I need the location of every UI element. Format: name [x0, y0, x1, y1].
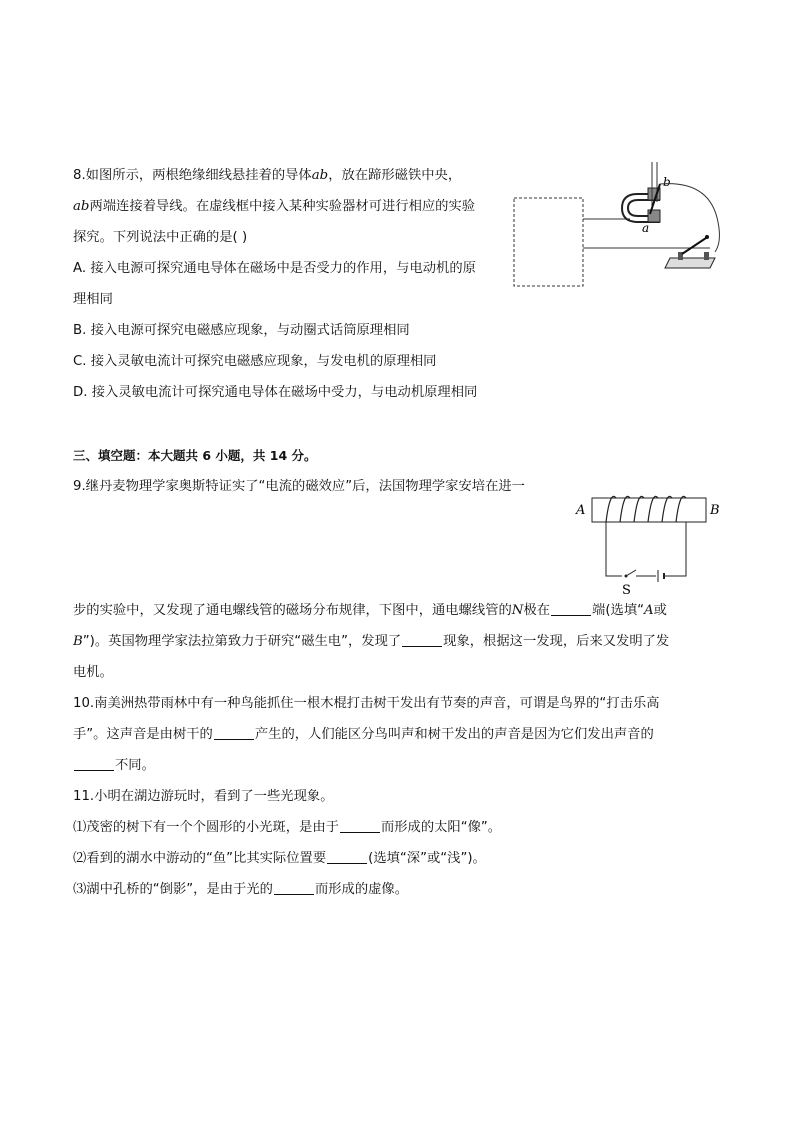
answer-blank[interactable]	[74, 756, 114, 771]
q9-text: 电机。	[73, 665, 113, 680]
q10-line-2	[73, 725, 654, 745]
answer-blank[interactable]	[551, 601, 591, 616]
q10-text: 不同。	[115, 758, 155, 773]
q9-line-1	[73, 477, 525, 497]
q11-text: 而形成的虚像。	[314, 882, 409, 897]
label-B: B	[710, 503, 720, 518]
label-b: b	[663, 175, 671, 189]
section-3-heading	[73, 446, 317, 466]
q9-text: ”)。英国物理学家法拉第致力于研究“磁生电”，发现了	[82, 634, 402, 649]
var-N: N	[511, 603, 524, 618]
q11-sub-1	[73, 818, 501, 838]
q8-option-a	[73, 259, 476, 279]
q8-option-c-text: C. 接入灵敏电流计可探究电磁感应现象，与发电机的原理相同	[73, 354, 437, 369]
q9-text: 步的实验中，又发现了通电螺线管的磁场分布规律，下图中，通电螺线管的	[73, 603, 512, 618]
q10-text: 手”。这声音是由树干的	[73, 727, 213, 742]
q8-text: 探究。下列说法中正确的是( )	[73, 230, 248, 245]
q9-line-4	[73, 663, 113, 683]
q8-line-2	[73, 197, 475, 217]
q8-option-a-text: A. 接入电源可探究通电导体在磁场中是否受力的作用，与电动机的原	[73, 261, 476, 276]
q8-option-d-text: D. 接入灵敏电流计可探究通电导体在磁场中受力，与电动机原理相同	[73, 385, 478, 400]
label-S: S	[622, 583, 631, 598]
q8-option-a-text: 理相同	[73, 292, 113, 307]
var-A: A	[644, 603, 654, 618]
var-ab: ab	[73, 199, 90, 214]
q8-option-c	[73, 352, 436, 372]
q8-text: 两端连接着导线。在虚线框中接入某种实验器材可进行相应的实验	[89, 199, 476, 214]
q10-text: 产生的，人们能区分鸟叫声和树干发出的声音是因为它们发出声音的	[254, 727, 654, 742]
switch-icon	[625, 570, 657, 578]
q11-text: ⑴茂密的树下有一个个圆形的小光斑，是由于	[73, 820, 339, 835]
q10-line-1	[73, 694, 660, 714]
answer-blank[interactable]	[402, 632, 442, 647]
answer-blank[interactable]	[340, 818, 380, 833]
battery-icon	[658, 570, 668, 582]
q8-line-1	[73, 166, 461, 186]
q11-sub-3	[73, 880, 408, 900]
label-A: A	[576, 503, 586, 518]
q11-text: ⑶湖中孔桥的“倒影”，是由于光的	[73, 882, 273, 897]
q8-line-3	[73, 228, 247, 248]
q11-sub-2	[73, 849, 486, 869]
q9-text: 9.继丹麦物理学家奥斯特证实了“电流的磁效应”后，法国物理学家安培在进一	[73, 479, 525, 494]
var-B: B	[73, 634, 83, 649]
q11-text: 11.小明在湖边游玩时，看到了一些光现象。	[73, 789, 334, 804]
q8-option-d	[73, 383, 477, 403]
q10-line-3	[73, 756, 155, 776]
section-text: 分。	[287, 448, 317, 463]
q9-text: 现象，根据这一发现，后来又发明了发	[443, 634, 670, 649]
q11-stem	[73, 787, 334, 807]
dashed-box	[514, 198, 583, 286]
answer-blank[interactable]	[274, 880, 314, 895]
q9-solenoid-figure	[574, 490, 724, 600]
answer-blank[interactable]	[214, 725, 254, 740]
q11-text: (选填“深”或“浅”)。	[368, 851, 486, 866]
answer-blank[interactable]	[327, 849, 367, 864]
section-text: 三、填空题：本大题共	[73, 448, 203, 463]
knife-switch-icon	[665, 235, 715, 268]
q8-option-b-text: B. 接入电源可探究电磁感应现象，与动圈式话筒原理相同	[73, 323, 410, 338]
var-ab: ab	[311, 168, 329, 183]
q8-figure	[510, 162, 725, 292]
q8-option-b	[73, 321, 410, 341]
q11-text: ⑵看到的湖水中游动的“鱼”比其实际位置要	[73, 851, 327, 866]
q9-line-3	[73, 632, 669, 652]
q10-text: 10.南美洲热带雨林中有一种鸟能抓住一根木棍打击树干发出有节奏的声音，可谓是鸟界的“打击乐高	[73, 696, 660, 711]
q9-text: 端(选填“	[592, 603, 644, 618]
q8-text: ，放在蹄形磁铁中央，	[328, 168, 462, 183]
horseshoe-magnet-icon	[622, 188, 660, 222]
q9-text: 或	[653, 603, 667, 618]
q8-text: 8.如图所示，两根绝缘细线悬挂着的导体	[73, 168, 312, 183]
q9-text: 极在	[523, 603, 551, 618]
section-score: 14	[269, 448, 288, 463]
section-text: 小题，共	[211, 448, 270, 463]
q8-option-a-cont	[73, 290, 113, 310]
section-count: 6	[202, 448, 212, 463]
label-a: a	[642, 221, 650, 235]
q9-line-2	[73, 601, 667, 621]
q11-text: 而形成的太阳“像”。	[380, 820, 502, 835]
